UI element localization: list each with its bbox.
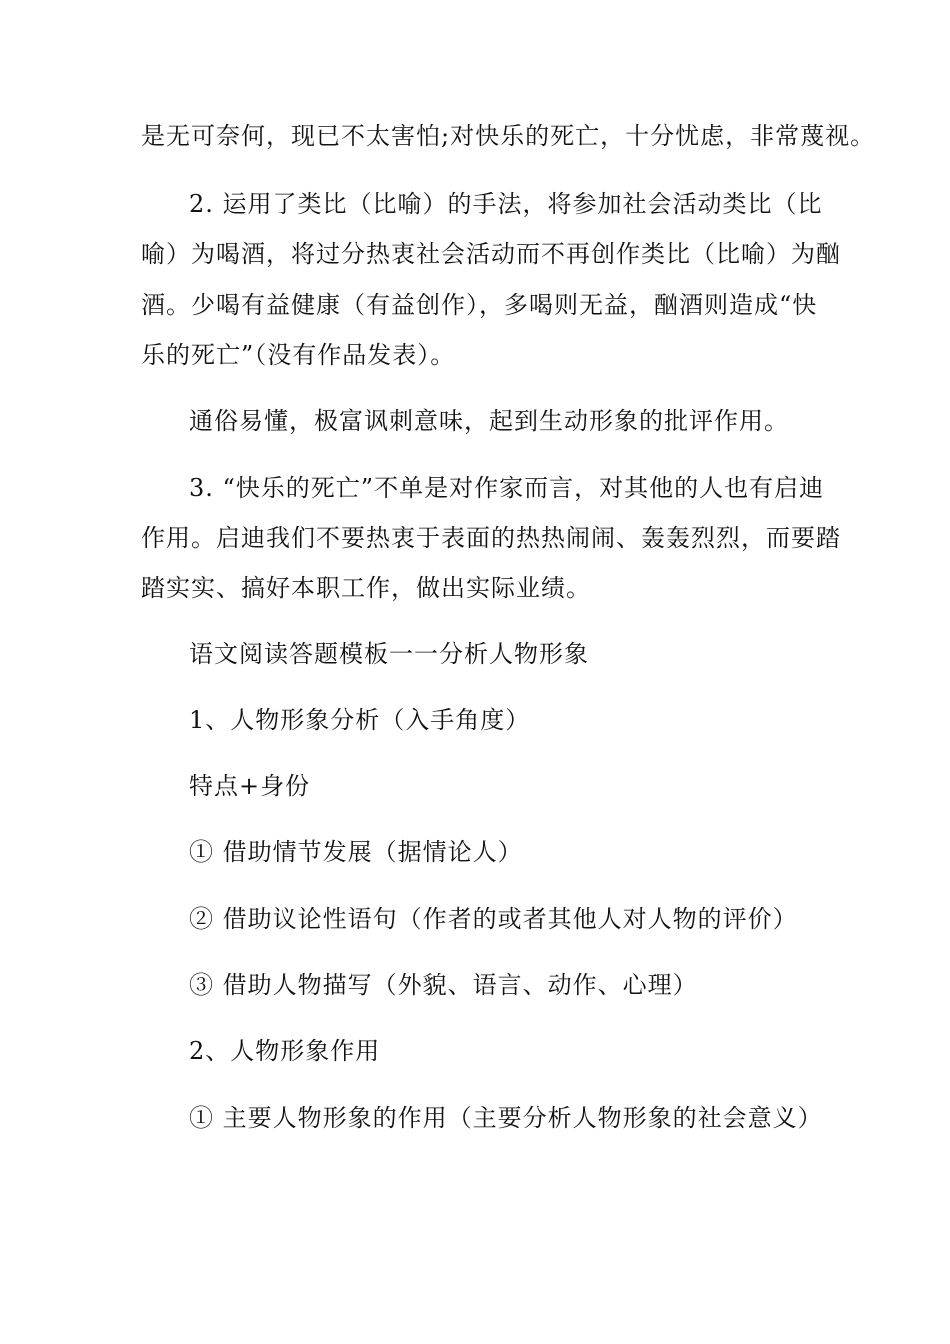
list-item: ① 主要人物形象的作用（主要分析人物形象的社会意义） — [189, 1104, 823, 1132]
paragraph-line: 喻）为喝酒，将过分热衷社会活动而不再创作类比（比喻）为酗 — [141, 240, 841, 268]
paragraph-line: 通俗易懂，极富讽刺意味，起到生动形象的批评作用。 — [189, 407, 789, 435]
paragraph-line: 酒。少喝有益健康（有益创作），多喝则无益，酗酒则造成“快 — [141, 291, 818, 319]
list-item: ③ 借助人物描写（外貌、语言、动作、心理） — [189, 971, 698, 999]
paragraph-line: 特点+身份 — [189, 772, 311, 800]
paragraph-line: 作用。启迪我们不要热衷于表面的热热闹闹、轰轰烈烈，而要踏 — [141, 524, 841, 552]
paragraph-line: 3. “快乐的死亡”不单是对作家而言，对其他的人也有启迪 — [189, 474, 825, 502]
paragraph-line: 是无可奈何，现已不太害怕;对快乐的死亡，十分忧虑，非常蔑视。 — [141, 122, 876, 150]
section-heading: 语文阅读答题模板一一分析人物形象 — [189, 640, 589, 668]
subheading: 2、人物形象作用 — [189, 1037, 381, 1065]
list-item: ② 借助议论性语句（作者的或者其他人对人物的评价） — [189, 905, 798, 933]
paragraph-line: 踏实实、搞好本职工作，做出实际业绩。 — [141, 574, 591, 602]
list-item: ① 借助情节发展（据情论人） — [189, 838, 523, 866]
paragraph-line: 乐的死亡”（没有作品发表）。 — [141, 341, 456, 369]
paragraph-line: 2. 运用了类比（比喻）的手法，将参加社会活动类比（比 — [189, 190, 823, 218]
subheading: 1、人物形象分析（入手角度） — [189, 706, 531, 734]
